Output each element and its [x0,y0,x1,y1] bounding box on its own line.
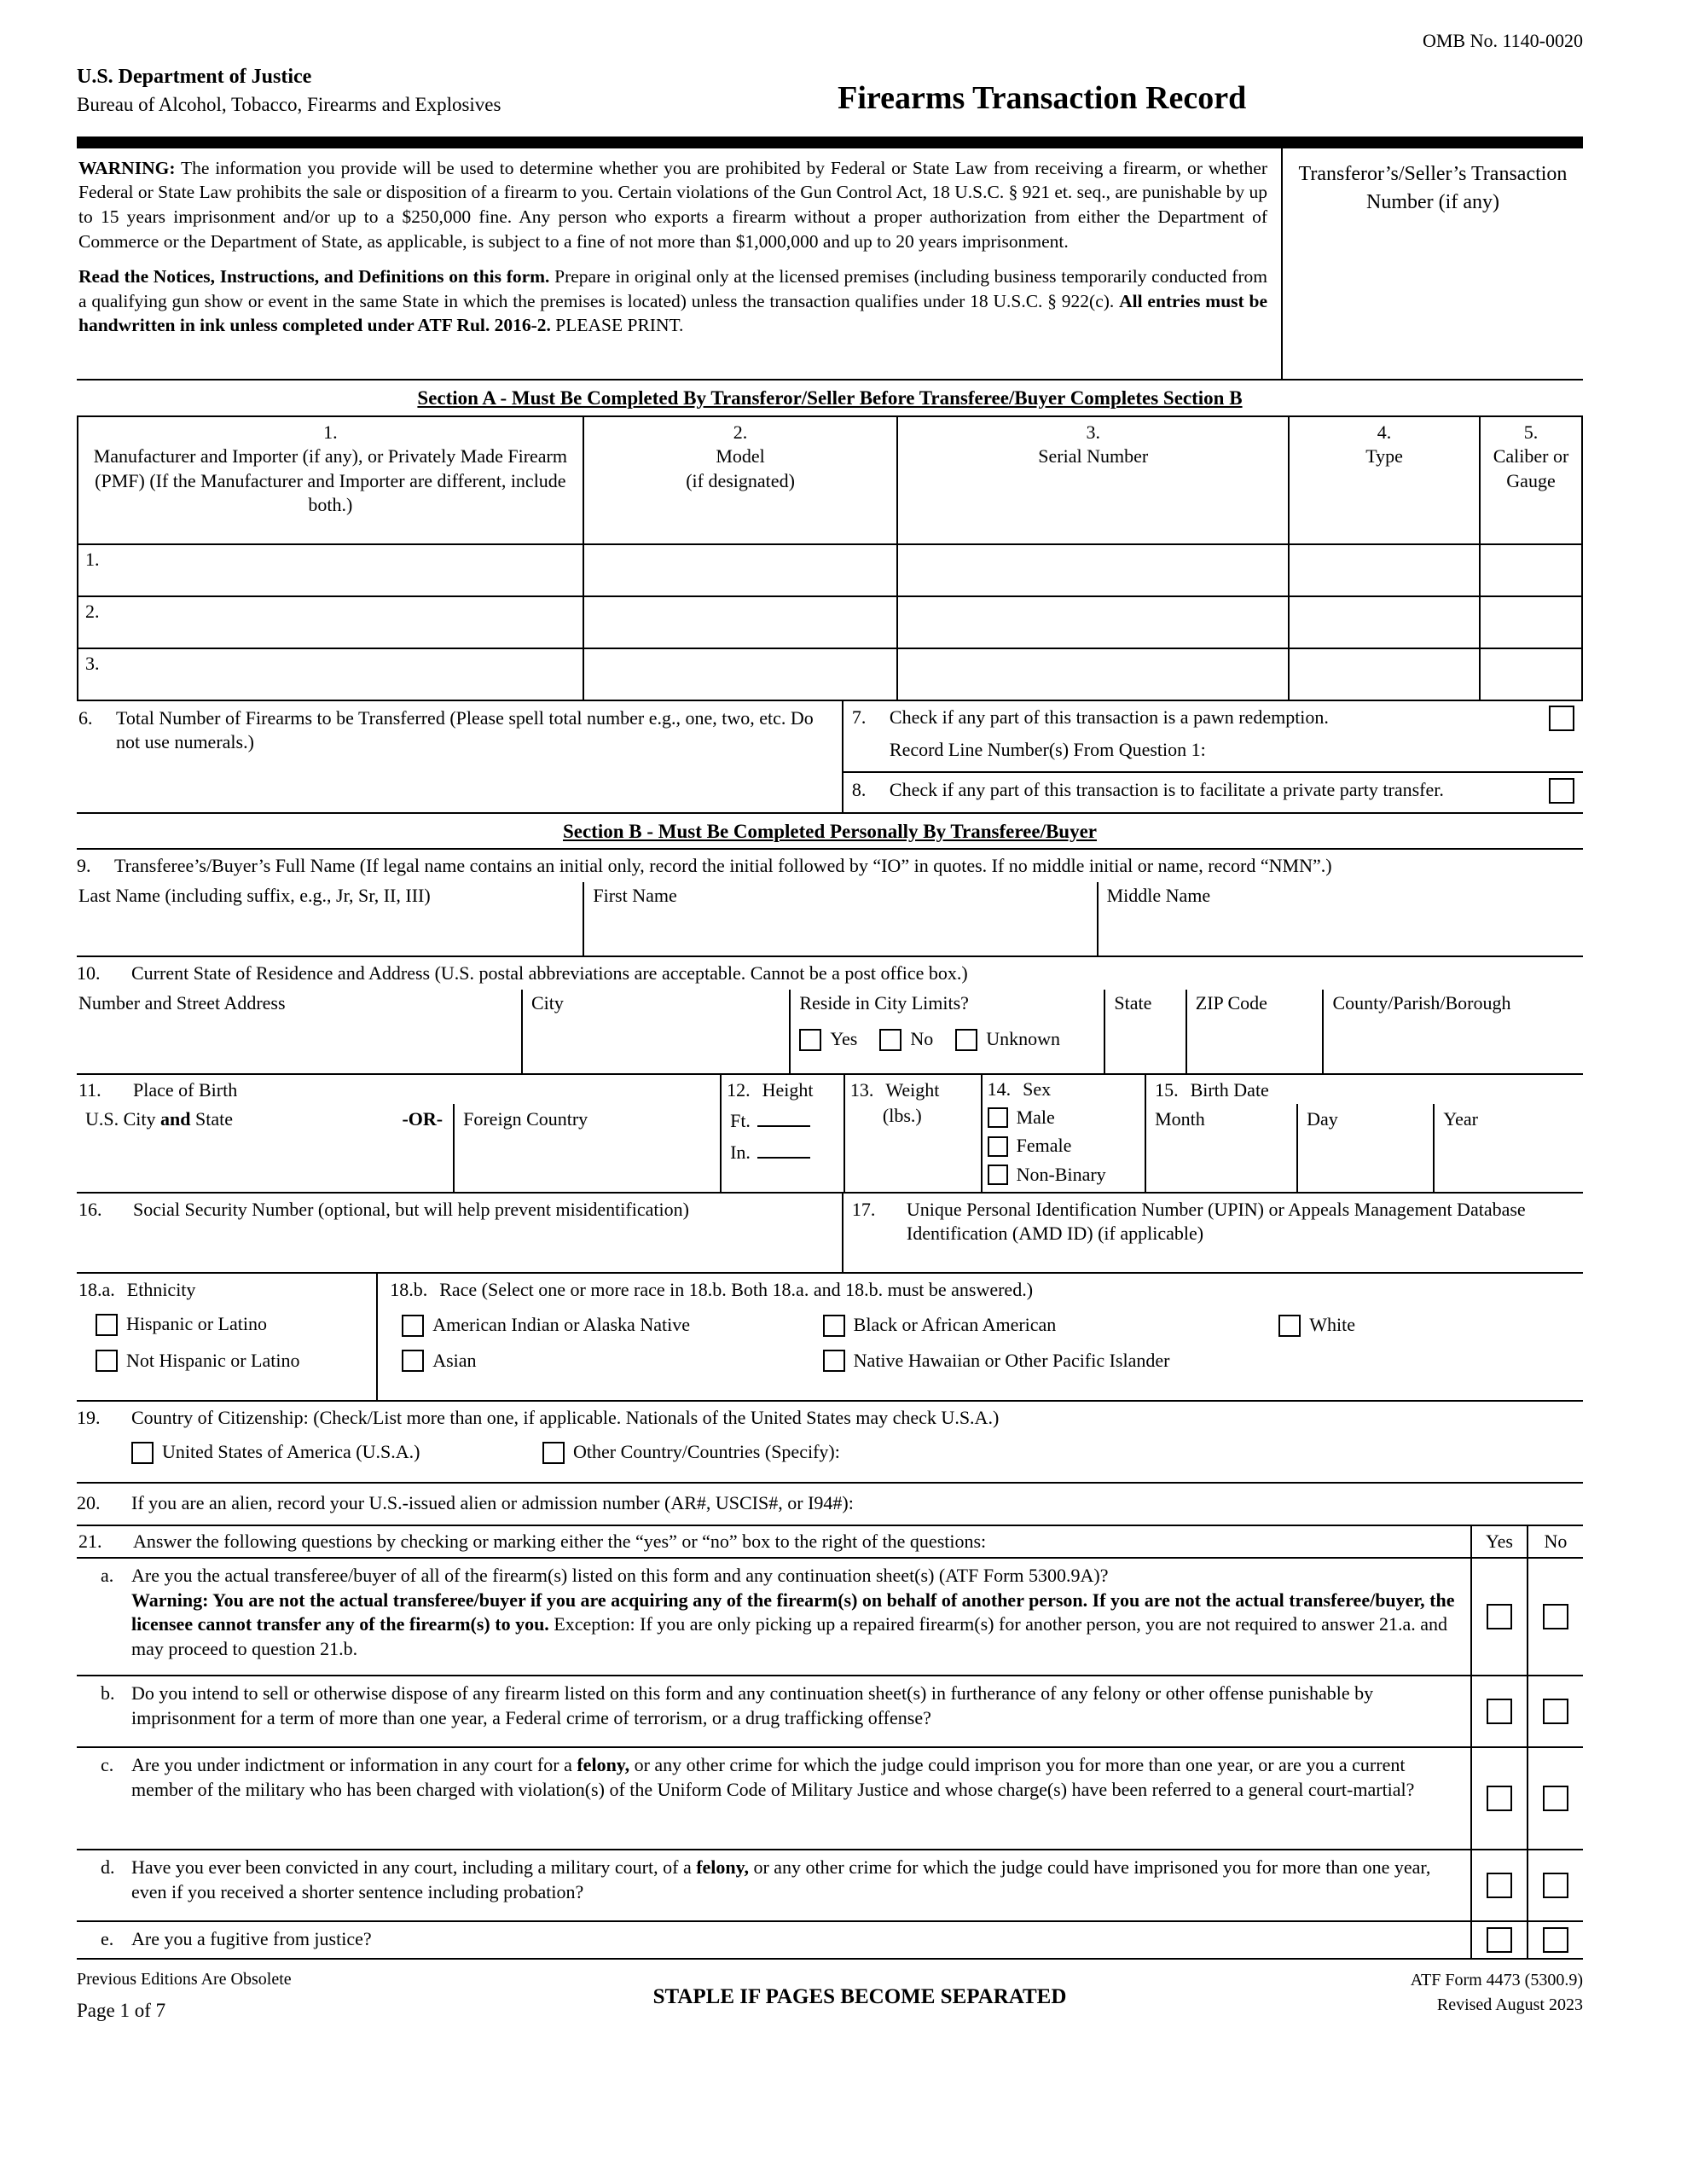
question-13-number: 13. [849,1078,874,1101]
year-label: Year [1443,1108,1478,1130]
birth-month-field[interactable] [1146,1104,1296,1191]
form-number: ATF Form 4473 (5300.9) [1410,1971,1583,1990]
race-black-checkbox[interactable] [823,1315,845,1337]
us-city-state-label: U.S. City and State [85,1108,234,1130]
questions-6-8-block [77,701,1583,814]
zip-code-field[interactable] [1186,990,1323,1073]
reside-options [799,1027,1095,1052]
firearm-3-type-cell[interactable] [1289,648,1480,700]
question-21d-letter: d. [101,1856,115,1879]
county-label: County/Parish/Borough [1332,991,1511,1014]
reside-no-label: No [910,1028,934,1050]
question-9-number: 9. [77,855,91,877]
sex-male-label: Male [1016,1107,1055,1129]
q21b-no-checkbox[interactable] [1543,1699,1568,1724]
sex-nonbinary-label: Non-Binary [1016,1163,1106,1185]
upin-field[interactable] [844,1194,1583,1272]
lbs-label: (lbs.) [882,1105,922,1127]
question-20-label: If you are an alien, record your U.S.-issued alien or admission number (AR#, USCIS#, or I94#): [131,1491,854,1513]
question-13-label-line [850,1078,976,1103]
question-21a-letter: a. [101,1565,114,1587]
q21c-yes-cell [1470,1748,1527,1849]
last-name-field[interactable] [77,882,583,956]
q21b-no-cell [1527,1676,1583,1746]
feet-label: Ft. [730,1110,751,1132]
question-6-number: 6. [78,706,93,729]
state-label: State [1114,991,1152,1014]
sex-female-label: Female [1016,1135,1072,1157]
question-14-label: Sex [1023,1077,1052,1100]
question-7-number: 7. [851,706,867,728]
warning-body: The information you provide will be used to determine whether you are prohibited by Federal or State Law from receiving a firearm, or whether Federal or State Law prohibits the sale or disposition of a firearm to you. Certain violations of the Gun Control Act, 18 U.S.C. § 921 et. seq., are punishable by up to 15 years imprisonment and/or up to a $250,000 fine. Any person who exports a firearm without a proper authorization from either the Department of Commerce or the Department of State, as applicable, is subject to a fine of not more than $1,000,000 and up to 20 years imprisonment. [78,157,1267,253]
question-21c-row [77,1748,1583,1850]
ethnicity-not-hispanic-label: Not Hispanic or Latino [126,1349,300,1371]
question-9-block [77,850,1583,957]
q21b-yes-checkbox[interactable] [1487,1699,1512,1724]
question-21b-letter: b. [101,1682,115,1705]
race-pacific-islander-checkbox[interactable] [823,1350,845,1372]
question-11-label-line [77,1075,720,1103]
ssn-field[interactable] [77,1194,844,1272]
question-21-number: 21. [78,1530,102,1552]
race-american-indian-label: American Indian or Alaska Native [432,1314,690,1336]
first-name-label: First Name [593,885,677,907]
question-21c-text: Are you under indictment or information in any court for a felony, or any other crime for which the judge could imprison you for more than one year, or are you a current member of the military who has been charged with violation(s) of the Uniform Code of Military Justice and whose charge(s) have been referred to a general court-martial? [131,1754,1415,1800]
q7-pawn-checkbox[interactable] [1549,706,1574,731]
firearm-3-caliber-cell[interactable] [1480,648,1582,700]
record-line-numbers-label: Record Line Number(s) From Question 1: [889,738,1206,760]
middle-name-label: Middle Name [1106,885,1211,907]
firearm-2-model-cell[interactable] [583,596,898,648]
race-white-label: White [1309,1314,1356,1336]
warning-paragraph [78,156,1267,254]
firearm-row-1 [78,544,1582,596]
question-19-label: Country of Citizenship: (Check/List more than one, if applicable. Nationals of the United States may check U.S.A.) [131,1406,1000,1428]
no-column-header: No [1527,1526,1583,1558]
reside-yes-checkbox[interactable] [799,1029,821,1051]
first-name-field[interactable] [583,882,1096,956]
question-9-label: Transferee’s/Buyer’s Full Name (If legal name contains an initial only, record the initial followed by “IO” in quotes. If no middle initial or name, record “NMN”.) [114,855,1332,877]
q21c-yes-checkbox[interactable] [1487,1786,1512,1811]
question-12-label-line [727,1078,838,1103]
warning-section [77,148,1583,380]
question-21e-text: Are you a fugitive from justice? [131,1928,372,1950]
name-row [77,882,1583,956]
question-18a-label: Ethnicity [126,1278,196,1300]
warning-label: WARNING: [78,157,176,178]
street-address-field[interactable] [77,990,521,1073]
page-footer [77,1968,1583,2024]
reside-unknown-checkbox[interactable] [955,1029,977,1051]
inches-label: In. [730,1141,751,1163]
race-white-checkbox[interactable] [1278,1315,1301,1337]
q21d-no-cell [1527,1850,1583,1920]
entries-bold: All entries must be handwritten in ink unless completed under ATF Rul. 2016-2. [78,290,1268,336]
question-21e-row [77,1922,1583,1960]
total-firearms-field[interactable] [77,701,844,812]
q21c-no-checkbox[interactable] [1543,1786,1568,1811]
question-10-label: Current State of Residence and Address (U.S. postal abbreviations are acceptable. Cannot be a post office box.) [131,962,968,985]
middle-name-field[interactable] [1097,882,1583,956]
question-15-label: Birth Date [1190,1078,1269,1101]
question-12-number: 12. [727,1078,751,1101]
q21a-yes-checkbox[interactable] [1487,1604,1512,1629]
question-21-intro: Answer the following questions by checking or marking either the “yes” or “no” box to the right of the questions: [133,1530,987,1552]
race-asian-checkbox[interactable] [402,1350,424,1372]
question-10-number: 10. [77,962,101,985]
question-20-block[interactable] [77,1484,1583,1526]
citizenship-usa-checkbox[interactable] [131,1442,154,1464]
question-18a-label-line [78,1278,369,1303]
q21d-yes-cell [1470,1850,1527,1920]
previous-editions-note: Previous Editions Are Obsolete [77,1970,292,1989]
place-of-birth-column [77,1075,720,1192]
footer-left [77,1968,443,2024]
col-manufacturer-header: 1. Manufacturer and Importer (if any), or Privately Made Firearm (PMF) (If the Manufacturer and Importer are different, include both.) [78,416,583,544]
agency-block [77,64,501,118]
col-type-header: 4. Type [1289,416,1480,544]
question-18b-number: 18.b. [390,1278,428,1300]
or-label: -OR- [402,1108,443,1130]
read-notices-body: Prepare in original only at the licensed premises (including business temporarily conducted from a qualifying gun show or event in the same State in which the premises is located) unless the transaction qualifies under 18 U.S.C. § 922(c). [78,265,1268,311]
ethnicity-not-hispanic-checkbox[interactable] [96,1350,118,1372]
q21e-no-checkbox[interactable] [1543,1927,1568,1953]
question-17-number: 17. [851,1198,876,1220]
question-16-label: Social Security Number (optional, but will help prevent misidentification) [133,1198,689,1220]
question-10-label-line [77,957,1583,988]
row-2-label: 2. [85,600,100,622]
firearm-1-type-cell[interactable] [1289,544,1480,596]
bureau-name: Bureau of Alcohol, Tobacco, Firearms and Explosives [77,93,501,115]
question-21a-row [77,1559,1583,1676]
section-a-title: Section A - Must Be Completed By Transferor/Seller Before Transferee/Buyer Completes Section B [417,386,1243,409]
questions-7-8-cell [844,701,1583,812]
question-17-label: Unique Personal Identification Number (UPIN) or Appeals Management Database Identification (AMD ID) (if applicable) [906,1198,1526,1245]
omb-number: OMB No. 1140-0020 [1422,30,1583,51]
sex-male-checkbox[interactable] [988,1107,1008,1128]
zip-code-label: ZIP Code [1195,991,1267,1014]
yes-column-header: Yes [1470,1526,1527,1558]
department-name: U.S. Department of Justice [77,65,312,88]
question-21b-text: Do you intend to sell or otherwise dispose of any firearm listed on this form and any continuation sheet(s) in furtherance of any felony or other offense punishable by imprisonment for a term of more than one year, a Federal crime of terrorism, or a drug trafficking offense? [131,1682,1374,1728]
firearm-row-2 [78,596,1582,648]
height-field [720,1075,844,1192]
read-notices-bold: Read the Notices, Instructions, and Definitions on this form. [78,265,550,287]
question-11-label: Place of Birth [133,1078,238,1101]
ethnicity-hispanic-checkbox[interactable] [96,1314,118,1336]
firearms-table-header-row [78,416,1582,544]
row-3-label: 3. [85,652,100,674]
question-21e-letter: e. [101,1928,114,1950]
q21e-yes-checkbox[interactable] [1487,1927,1512,1953]
city-field[interactable] [521,990,789,1073]
questions-11-15-row [77,1075,1583,1194]
last-name-label: Last Name (including suffix, e.g., Jr, Sr, II, III) [78,885,431,907]
revision-date: Revised August 2023 [1436,1995,1583,2015]
reside-yes-label: Yes [830,1028,858,1050]
birth-year-field[interactable] [1433,1104,1583,1191]
reside-unknown-label: Unknown [986,1028,1060,1050]
q21a-yes-cell [1470,1559,1527,1675]
question-18a-number: 18.a. [78,1278,115,1300]
firearm-2-caliber-cell[interactable] [1480,596,1582,648]
birth-day-field[interactable] [1296,1104,1433,1191]
firearm-1-caliber-cell[interactable] [1480,544,1582,596]
firearm-1-manufacturer-cell[interactable] [78,544,583,596]
page-number: Page 1 of 7 [77,2000,166,2022]
q21b-yes-cell [1470,1676,1527,1746]
question-10-block [77,957,1583,1075]
question-19-block [77,1402,1583,1484]
question-15-number: 15. [1155,1078,1179,1101]
question-7-label: Check if any part of this transaction is a pawn redemption. [889,706,1329,728]
question-15-label-line [1146,1075,1583,1103]
day-label: Day [1307,1108,1338,1130]
city-label: City [530,991,564,1014]
question-6-label: Total Number of Firearms to be Transferred (Please spell total number e.g., one, two, etc. Do not use numerals.) [116,706,814,753]
q21d-no-checkbox[interactable] [1543,1873,1568,1898]
question-9-label-line [77,850,1583,880]
question-14-label-line [988,1078,1139,1101]
questions-18-row [77,1274,1583,1402]
firearm-row-3 [78,648,1582,700]
firearm-1-serial-cell[interactable] [897,544,1289,596]
divider-bar [77,136,1583,148]
col-serial-header: 3. Serial Number [897,416,1289,544]
question-7-area [844,701,1583,771]
staple-note: STAPLE IF PAGES BECOME SEPARATED [652,1985,1067,2009]
month-label: Month [1155,1108,1205,1130]
row-1-label: 1. [85,548,100,570]
reside-city-limits-label: Reside in City Limits? [799,991,969,1014]
foreign-country-label: Foreign Country [463,1108,588,1130]
q21a-no-cell [1527,1559,1583,1675]
q8-private-party-checkbox[interactable] [1549,778,1574,804]
state-field[interactable] [1104,990,1185,1073]
question-13-label: Weight [885,1078,940,1101]
form-title: Firearms Transaction Record [838,79,1247,116]
question-19-number: 19. [77,1406,101,1428]
firearm-2-type-cell[interactable] [1289,596,1480,648]
please-print: PLEASE PRINT. [555,315,684,336]
transaction-number-box[interactable] [1283,148,1583,379]
firearm-3-serial-cell[interactable] [897,648,1289,700]
form-header [77,64,1583,118]
race-black-label: Black or African American [853,1314,1057,1336]
height-feet-input-area[interactable] [757,1112,810,1127]
firearm-1-model-cell[interactable] [583,544,898,596]
sex-female-checkbox[interactable] [988,1136,1008,1157]
question-14-number: 14. [987,1077,1012,1100]
question-8-number: 8. [851,778,867,800]
weight-field[interactable] [844,1075,981,1192]
record-line-numbers-field[interactable] [852,731,1574,763]
q21a-no-checkbox[interactable] [1543,1604,1568,1629]
col-caliber-header: 5. Caliber or Gauge [1480,416,1582,544]
ethnicity-hispanic-label: Hispanic or Latino [126,1313,267,1335]
question-19-label-line [77,1402,1583,1432]
section-b-title: Section B - Must Be Completed Personally By Transferee/Buyer [77,814,1583,851]
question-11-number: 11. [78,1078,101,1101]
col-model-header: 2. Model (if designated) [583,416,898,544]
race-american-indian-checkbox[interactable] [402,1315,424,1337]
race-asian-label: Asian [432,1349,477,1371]
citizenship-other-checkbox[interactable] [542,1442,565,1464]
read-notices-paragraph [78,264,1267,338]
race-field [378,1274,1583,1400]
question-16-number: 16. [78,1198,102,1220]
firearm-3-manufacturer-cell[interactable] [78,648,583,700]
citizenship-other-label: Other Country/Countries (Specify): [573,1441,840,1463]
question-21a-text: Are you the actual transferee/buyer of all of the firearm(s) listed on this form and any continuation sheet(s) (ATF Form 5300.9A)? Warning: You are not the actual transferee/buyer if you are acquiring any of the firearm(s) on behalf of another person. If you are not the actual transferee/buyer, the licensee cannot transfer any of the firearm(s) to you. Exception: If you are only picking up a repaired firearm(s) for another person, you are not required to answer 21.a. and may proceed to question 21.b. [131,1565,1455,1660]
footer-right [1276,1968,1583,2018]
height-inches-input-area[interactable] [757,1143,810,1159]
question-8-area [844,771,1583,812]
sex-field [981,1075,1145,1192]
birth-us-city-state-field[interactable] [77,1104,453,1191]
firearm-2-manufacturer-cell[interactable] [78,596,583,648]
transaction-number-label: Transferor’s/Seller’s Transaction Number (if any) [1298,162,1568,214]
street-address-label: Number and Street Address [78,991,286,1014]
firearm-2-serial-cell[interactable] [897,596,1289,648]
citizenship-usa-label: United States of America (U.S.A.) [162,1441,420,1463]
question-21-section [77,1526,1583,1960]
reside-city-limits-field [789,990,1104,1073]
reside-no-checkbox[interactable] [879,1029,901,1051]
question-8-label: Check if any part of this transaction is to facilitate a private party transfer. [889,778,1444,800]
question-21b-row [77,1676,1583,1748]
questions-16-17-row [77,1194,1583,1274]
question-18b-label: Race (Select one or more race in 18.b. Both 18.a. and 18.b. must be answered.) [439,1278,1034,1300]
ethnicity-field [77,1274,378,1400]
race-pacific-islander-label: Native Hawaiian or Other Pacific Islander [853,1349,1170,1371]
question-12-label: Height [762,1078,814,1101]
warning-text-block [77,148,1283,379]
address-row [77,990,1583,1073]
birth-date-column [1145,1075,1583,1192]
county-field[interactable] [1322,990,1583,1073]
question-21c-letter: c. [101,1754,114,1776]
firearm-3-model-cell[interactable] [583,648,898,700]
question-20-number: 20. [77,1491,101,1513]
q21d-yes-checkbox[interactable] [1487,1873,1512,1898]
question-21-header-row [77,1526,1583,1560]
question-21d-text: Have you ever been convicted in any court, including a military court, of a felony, or any other crime for which the judge could have imprisoned you for more than one year, even if you received a shorter sentence including probation? [131,1856,1431,1902]
q21e-yes-cell [1470,1922,1527,1958]
q21c-no-cell [1527,1748,1583,1849]
firearms-table [77,415,1583,701]
sex-nonbinary-checkbox[interactable] [988,1165,1008,1185]
question-21d-row [77,1850,1583,1922]
question-18b-label-line [390,1278,1571,1303]
birth-foreign-country-field[interactable] [453,1104,720,1191]
q21e-no-cell [1527,1922,1583,1958]
